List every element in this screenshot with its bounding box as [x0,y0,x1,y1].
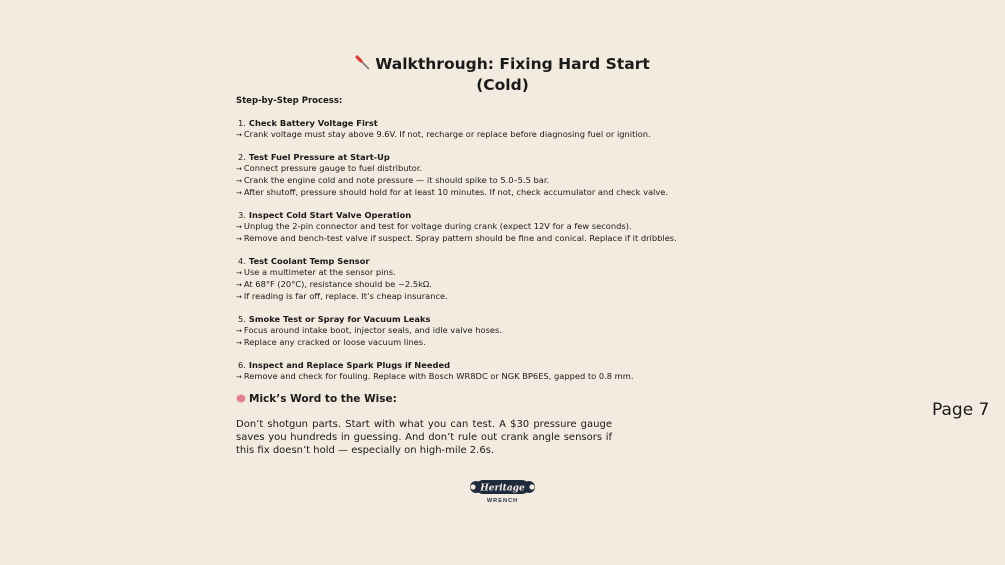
arrow-icon: → [236,223,242,231]
step-bullet [236,163,696,175]
arrow-icon: → [236,339,242,347]
step-item [236,210,696,245]
step-item [236,314,696,349]
title-text: Walkthrough: Fixing Hard Start (Cold) [375,55,650,94]
step-item [236,360,696,383]
arrow-icon: → [236,293,242,301]
bullet-text: Focus around intake boot, injector seals, and idle valve hoses. [243,325,502,335]
brain-icon [236,394,246,403]
bullet-text: Unplug the 2-pin connector and test for voltage during crank (expect 12V for a few seconds). [243,221,632,231]
bullet-text: Crank voltage must stay above 9.6V. If not, recharge or replace before diagnosing fuel or ignition. [243,129,651,139]
arrow-icon: → [236,189,242,197]
step-number: 4. [238,256,246,266]
step-number: 3. [238,210,246,220]
step-number: 1. [238,118,246,128]
arrow-icon: → [236,131,242,139]
step-item [236,152,696,199]
bullet-text: After shutoff, pressure should hold for at least 10 minutes. If not, check accumulator and check valve. [243,187,669,197]
step-name: Test Coolant Temp Sensor [248,256,370,266]
screwdriver-icon [355,55,371,71]
tip-heading-text: Mick’s Word to the Wise: [249,393,397,405]
step-title [236,118,696,129]
tip-body: Don’t shotgun parts. Start with what you can test. A $30 pressure gauge saves you hundreds in guessing. And don’t rule out crank angle sensors if this fix doesn’t hold — especially on high-mile 2.6s. [236,419,612,456]
arrow-icon: → [236,373,242,381]
step-bullet [236,371,696,383]
arrow-icon: → [236,327,242,335]
logo-script-text: Heritage [480,483,525,494]
step-name: Inspect Cold Start Valve Operation [248,210,412,220]
step-bullet [236,221,696,233]
step-bullet [236,325,696,337]
step-bullet [236,291,696,303]
arrow-icon: → [236,177,242,185]
step-title [236,152,696,163]
heritage-wrench-logo [470,477,535,505]
step-name: Smoke Test or Spray for Vacuum Leaks [248,314,431,324]
step-title [236,314,696,325]
step-bullet [236,233,696,245]
steps-section [236,96,696,394]
step-name: Inspect and Replace Spark Plugs if Needed [248,360,451,370]
step-title [236,360,696,371]
step-number: 2. [238,152,246,162]
arrow-icon: → [236,165,242,173]
step-name: Check Battery Voltage First [248,118,378,128]
step-title [236,256,696,267]
bullet-text: Remove and bench-test valve if suspect. Spray pattern should be fine and conical. Replace if it dribbles. [243,233,677,243]
arrow-icon: → [236,269,242,277]
bullet-text: Connect pressure gauge to fuel distributor. [243,163,423,173]
step-bullet [236,279,696,291]
page-title [330,54,675,96]
logo-sub-text: WRENCH [486,498,519,504]
bullet-text: If reading is far off, replace. It’s cheap insurance. [243,291,448,301]
steps-subheading: Step-by-Step Process: [236,96,343,106]
step-number: 5. [238,314,246,324]
step-item [236,256,696,303]
bullet-text: Replace any cracked or loose vacuum lines. [243,337,426,347]
tip-heading [236,393,397,405]
step-bullet [236,267,696,279]
bullet-text: At 68°F (20°C), resistance should be ~2.5kΩ. [243,279,432,289]
step-item [236,118,696,141]
arrow-icon: → [236,281,242,289]
step-number: 6. [238,360,246,370]
step-bullet [236,337,696,349]
step-bullet [236,129,696,141]
page-number: Page 7 [932,400,990,420]
step-title [236,210,696,221]
step-name: Test Fuel Pressure at Start-Up [248,152,390,162]
bullet-text: Use a multimeter at the sensor pins. [243,267,396,277]
step-bullet [236,187,696,199]
steps-list [236,118,696,383]
bullet-text: Crank the engine cold and note pressure — it should spike to 5.0–5.5 bar. [243,175,550,185]
bullet-text: Remove and check for fouling. Replace with Bosch WR8DC or NGK BP6ES, gapped to 0.8 mm. [243,371,634,381]
step-bullet [236,175,696,187]
arrow-icon: → [236,235,242,243]
